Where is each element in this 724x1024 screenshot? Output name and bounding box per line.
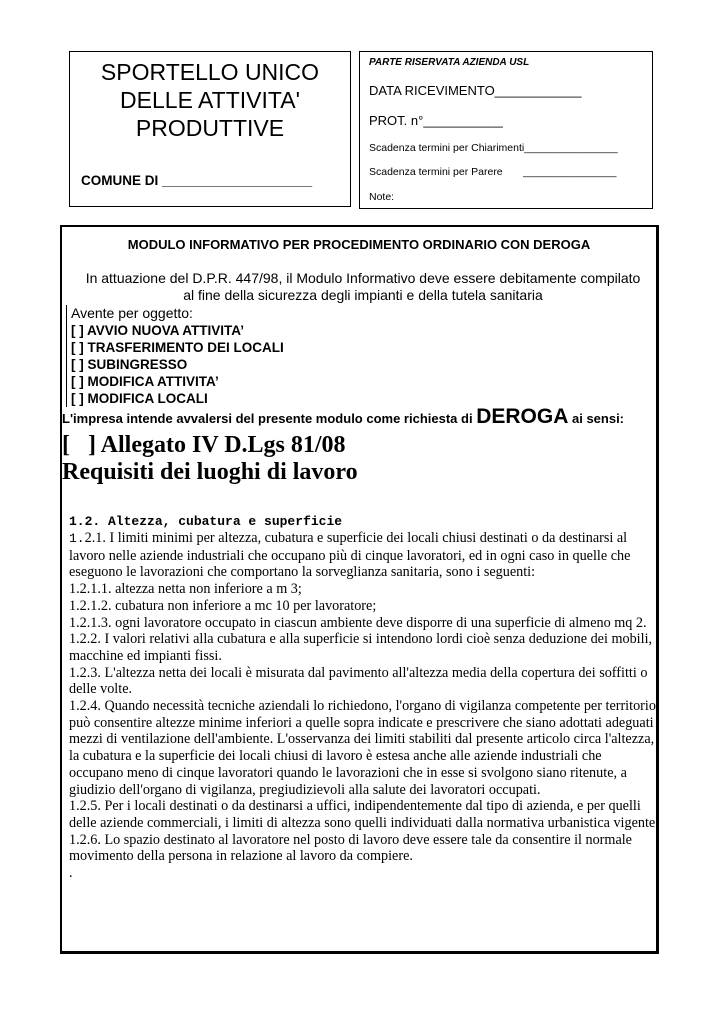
intro-line2: al fine della sicurezza degli impianti e della tutela sanitaria bbox=[183, 287, 543, 303]
oggetto-label: Avente per oggetto: bbox=[71, 305, 193, 321]
paragraph-end: . bbox=[69, 865, 73, 882]
scadenza-chiarimenti-field[interactable]: Scadenza termini per Chiarimenti________________ bbox=[369, 142, 618, 154]
form-main-box bbox=[60, 225, 659, 954]
allegato-checkbox[interactable]: [ ] Allegato IV D.Lgs 81/08 bbox=[62, 432, 346, 458]
paragraph-1-2-4: 1.2.4. Quando necessità tecniche aziendali lo richiedono, l'organo di vigilanza competente per territorio può consentire altezze minime inferiori a quelle sopra indicate e prescrivere che siano adottati adeguati mezzi di ventilazione dell'ambiente. L'osservanza dei limiti stabiliti dal presente articolo circa l'altezza, la cubatura e la superficie dei locali chiusi di lavoro è estesa anche alle aziende industriali che occupano meno di cinque lavoratori quando le lavorazioni che in esse si svolgono siano ritenute, a giudizio dell'organo di vigilanza, pregiudizievoli alla salute dei lavoratori occupati. bbox=[69, 698, 656, 798]
data-ricevimento-field[interactable]: DATA RICEVIMENTO____________ bbox=[369, 83, 582, 98]
prot-field[interactable]: PROT. n°___________ bbox=[369, 113, 503, 128]
deroga-word: DEROGA bbox=[476, 405, 569, 428]
paragraph-1-2-5: 1.2.5. Per i locali destinati o da destinarsi a uffici, indipendentemente dal tipo di azienda, e per quelli delle aziende commerciali, i limiti di altezza sono quelli individuati dalla normativa urbanistica vigente. bbox=[69, 798, 659, 831]
paragraph-1-2-6: 1.2.6. Lo spazio destinato al lavoratore nel posto di lavoro deve essere tale da consentire il normale movimento della persona in relazione al lavoro da compiere. bbox=[69, 831, 632, 865]
note-field[interactable]: Note: bbox=[369, 191, 395, 203]
sportello-title-line3: PRODUTTIVE bbox=[135, 115, 285, 141]
sportello-header-box bbox=[69, 51, 351, 207]
comune-field[interactable]: COMUNE DI ____________________ bbox=[81, 173, 313, 188]
intro-text bbox=[62, 270, 664, 304]
deroga-statement bbox=[62, 405, 624, 429]
paragraph-1-2-1-2: 1.2.1.2. cubatura non inferiore a mc 10 per lavoratore; bbox=[69, 597, 377, 614]
paragraph-1-2-2: 1.2.2. I valori relativi alla cubatura e alla superficie si intendono lordi cioè senza deduzione dei mobili, macchine ed impianti fissi. bbox=[69, 631, 653, 664]
deroga-prefix: L'impresa intende avvalersi del presente modulo come richiesta di bbox=[62, 411, 477, 426]
deroga-suffix: ai sensi: bbox=[568, 411, 625, 426]
option-subingresso[interactable]: [ ] SUBINGRESSO bbox=[71, 357, 188, 372]
paragraph-1-2-3: 1.2.3. L'altezza netta dei locali è misurata dal pavimento all'altezza media della copertura dei soffitti o delle volte. bbox=[69, 664, 648, 698]
reserved-label: PARTE RISERVATA AZIENDA USL bbox=[369, 57, 530, 68]
scadenza-parere-field[interactable]: Scadenza termini per Parere ________________ bbox=[369, 166, 617, 178]
sportello-title-line1: SPORTELLO UNICO bbox=[100, 59, 320, 85]
option-modifica-locali[interactable]: [ ] MODIFICA LOCALI bbox=[71, 391, 208, 406]
paragraph-1-2-1-1: 1.2.1.1. altezza netta non inferiore a m 3; bbox=[69, 581, 302, 598]
paragraph-prefix: 1. bbox=[69, 531, 85, 546]
option-avvio-nuova-attivita[interactable]: [ ] AVVIO NUOVA ATTIVITA’ bbox=[71, 323, 244, 338]
requisiti-heading: Requisiti dei luoghi di lavoro bbox=[62, 459, 358, 485]
section-title: 1.2. Altezza, cubatura e superficie bbox=[69, 514, 343, 529]
usl-reserved-box bbox=[359, 51, 653, 209]
intro-line1: In attuazione del D.P.R. 447/98, il Modulo Informativo deve essere debitamente compilato bbox=[85, 270, 641, 286]
option-modifica-attivita[interactable]: [ ] MODIFICA ATTIVITA’ bbox=[71, 374, 219, 389]
oggetto-section bbox=[66, 305, 284, 407]
paragraph-1-2-1 bbox=[69, 530, 659, 581]
sportello-title-line2: DELLE ATTIVITA' bbox=[120, 87, 300, 113]
sportello-title bbox=[70, 58, 350, 142]
option-trasferimento-locali[interactable]: [ ] TRASFERIMENTO DEI LOCALI bbox=[71, 340, 284, 355]
paragraph-1-2-1-3: 1.2.1.3. ogni lavoratore occupato in ciascun ambiente deve disporre di una superficie di almeno mq 2. bbox=[69, 614, 647, 631]
paragraph-1-2-1-text: 2.1. I limiti minimi per altezza, cubatura e superficie dei locali chiusi destinati o da destinarsi al lavoro nelle aziende industriali che occupano più di cinque lavoratori, ed in ogni caso in quelle che eseguono le lavorazioni che comportano la sorveglianza sanitaria, sono i seguenti: bbox=[69, 530, 631, 581]
form-title: MODULO INFORMATIVO PER PROCEDIMENTO ORDINARIO CON DEROGA bbox=[127, 237, 591, 252]
regulation-text bbox=[69, 530, 659, 882]
